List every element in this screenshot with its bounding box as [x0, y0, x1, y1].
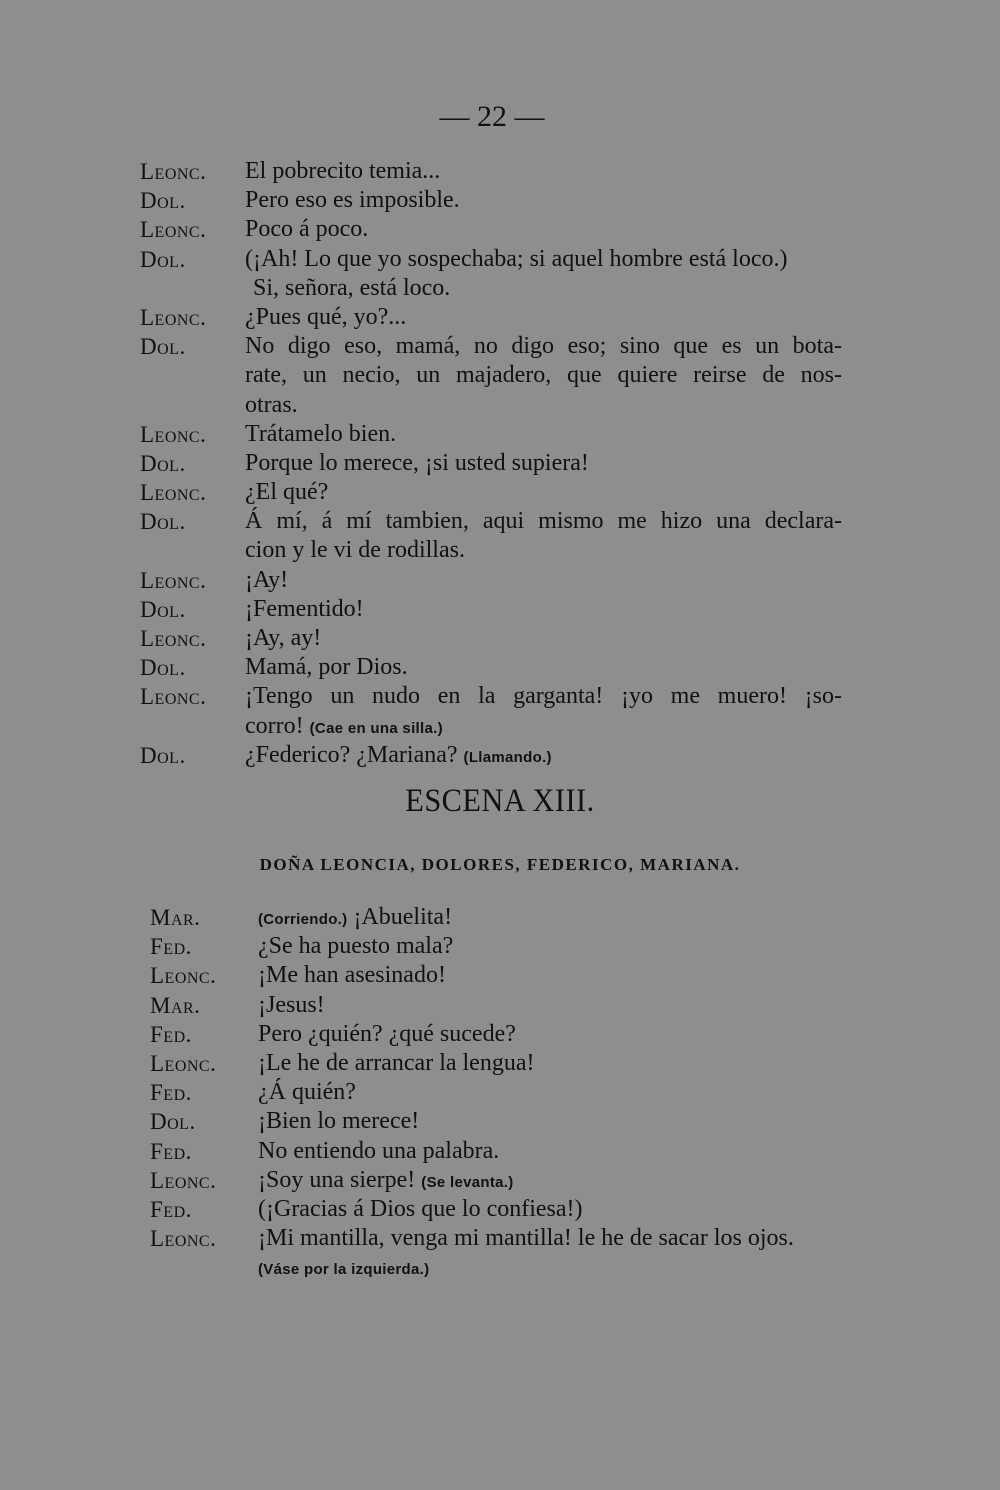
dialogue-line	[140, 624, 860, 653]
dialogue-words: El pobrecito temia...	[245, 158, 441, 184]
dialogue-words: Á mí, á mí tambien, aqui mismo me hizo una declara-	[245, 508, 842, 535]
dialogue-words: ¡Tengo un nudo en la garganta! ¡yo me muero! ¡so-	[245, 683, 842, 710]
speaker-name: Leonc.	[150, 1167, 217, 1193]
dialogue-words: Pero ¿quién? ¿qué sucede?	[258, 1020, 516, 1047]
speaker-name: Leonc.	[150, 1226, 217, 1252]
speaker-name: Leonc.	[140, 626, 207, 651]
dialogue-line	[140, 186, 860, 215]
dialogue-words: Porque lo merece, ¡si usted supiera!	[245, 449, 589, 476]
dialogue-words: No digo eso, mamá, no digo eso; sino que es un bota-	[245, 333, 842, 360]
dialogue-line	[140, 595, 860, 624]
dialogue-line	[150, 991, 870, 1020]
dialogue-line	[140, 361, 860, 390]
dialogue-words: ¡Fementido!	[245, 595, 364, 622]
dialogue-text	[245, 303, 406, 332]
dialogue-line	[140, 274, 860, 303]
stage-direction: (Se levanta.)	[421, 1173, 514, 1191]
speaker-name: Leonc.	[150, 963, 217, 989]
speaker-name: Mar.	[150, 992, 201, 1018]
speaker-name: Dol.	[140, 655, 186, 681]
dialogue-line	[140, 682, 860, 711]
stage-direction: (Llamando.)	[463, 748, 552, 766]
dialogue-text	[258, 1253, 429, 1284]
speaker-name: Dol.	[140, 596, 186, 622]
dialogue-line	[140, 332, 860, 361]
dialogue-line	[140, 566, 860, 595]
dialogue-text	[258, 1107, 419, 1136]
speaker-name: Leonc.	[140, 217, 207, 243]
dialogue-line	[150, 961, 870, 990]
dialogue-block-first	[140, 157, 860, 770]
dialogue-text	[245, 712, 443, 743]
dialogue-line	[150, 1253, 870, 1282]
dialogue-line	[140, 536, 860, 565]
dialogue-words: ¡Mi mantilla, venga mi mantilla! le he de sacar los ojos.	[258, 1225, 794, 1252]
dialogue-line	[140, 478, 860, 507]
stage-direction: (Váse por la izquierda.)	[258, 1261, 430, 1279]
dialogue-line	[140, 741, 860, 770]
dialogue-line	[150, 1195, 870, 1224]
dialogue-text	[245, 186, 460, 215]
dialogue-text	[258, 1137, 499, 1166]
dialogue-line	[150, 1107, 870, 1136]
dialogue-line	[150, 1224, 870, 1253]
dialogue-line	[150, 1020, 870, 1049]
dialogue-text	[245, 332, 842, 361]
stage-direction: (Cae en una silla.)	[309, 719, 443, 737]
dialogue-words: ¿Á quién?	[258, 1079, 356, 1106]
speaker-name: Fed.	[150, 1138, 192, 1164]
dialogue-text	[258, 932, 453, 961]
dialogue-line	[150, 1049, 870, 1078]
dialogue-text	[245, 741, 552, 772]
dialogue-text	[258, 1166, 514, 1197]
scene-title: ESCENA XIII.	[405, 783, 595, 819]
dialogue-line	[140, 391, 860, 420]
dialogue-text	[258, 961, 446, 990]
speaker-name: Dol.	[140, 246, 186, 272]
dialogue-line	[150, 1078, 870, 1107]
dialogue-words: ¡Me han asesinado!	[258, 962, 446, 989]
dialogue-text	[245, 507, 842, 536]
dialogue-line	[150, 932, 870, 961]
dialogue-text	[258, 1078, 356, 1107]
dialogue-text	[245, 653, 408, 682]
dialogue-line	[150, 903, 870, 932]
dialogue-line	[150, 1166, 870, 1195]
speaker-name: Leonc.	[140, 159, 207, 184]
dialogue-text	[245, 420, 396, 449]
dialogue-words: Si, señora, está loco.	[253, 274, 451, 301]
speaker-name: Leonc.	[140, 567, 207, 593]
dialogue-text	[245, 157, 440, 186]
dialogue-text	[245, 624, 321, 653]
dialogue-line	[140, 653, 860, 682]
dialogue-line	[140, 215, 860, 244]
dialogue-words: (¡Gracias á Dios que lo confiesa!)	[258, 1195, 583, 1222]
speaker-name: Mar.	[150, 905, 201, 930]
dialogue-text	[258, 1020, 516, 1049]
speaker-name: Dol.	[150, 1109, 196, 1135]
dialogue-words: rate, un necio, un majadero, que quiere reirse de nos-	[245, 362, 842, 389]
speaker-name: Leonc.	[150, 1050, 217, 1076]
dialogue-line	[150, 1137, 870, 1166]
dialogue-text	[258, 1195, 583, 1224]
dialogue-text	[258, 1049, 534, 1078]
dialogue-text	[245, 682, 842, 711]
dialogue-text	[245, 361, 842, 390]
dialogue-line	[140, 157, 860, 186]
stage-direction: (Corriendo.)	[258, 911, 348, 928]
dialogue-words: ¡Le he de arrancar la lengua!	[258, 1049, 535, 1076]
scene-characters: DOÑA LEONCIA, DOLORES, FEDERICO, MARIANA.	[259, 855, 741, 874]
speaker-name: Dol.	[140, 742, 186, 768]
dialogue-words: ¡Ay, ay!	[245, 625, 322, 651]
dialogue-text	[245, 536, 465, 565]
dialogue-text	[253, 274, 450, 303]
dialogue-line	[140, 449, 860, 478]
dialogue-words: ¿Federico? ¿Mariana?	[245, 741, 464, 768]
dialogue-words: No entiendo una palabra.	[258, 1137, 500, 1164]
dialogue-text	[245, 391, 298, 420]
dialogue-words: Mamá, por Dios.	[245, 654, 408, 681]
dialogue-text	[258, 903, 452, 934]
speaker-name: Fed.	[150, 934, 192, 960]
dialogue-text	[245, 449, 589, 478]
dialogue-words: ¡Ay!	[245, 566, 289, 593]
dialogue-text	[245, 478, 328, 507]
speaker-name: Fed.	[150, 1196, 192, 1222]
dialogue-words: (¡Ah! Lo que yo sospechaba; si aquel hombre está loco.)	[245, 245, 788, 272]
dialogue-words: ¿El qué?	[245, 479, 329, 506]
dialogue-words: ¿Pues qué, yo?...	[245, 303, 407, 330]
dialogue-words: corro!	[245, 712, 310, 739]
dialogue-text	[258, 991, 325, 1020]
dialogue-text	[245, 566, 288, 595]
speaker-name: Dol.	[140, 334, 186, 360]
dialogue-text	[245, 595, 364, 624]
dialogue-words: Pero eso es imposible.	[245, 187, 460, 214]
dialogue-words: ¡Jesus!	[258, 991, 325, 1018]
dialogue-text	[258, 1224, 794, 1253]
dialogue-line	[140, 303, 860, 332]
speaker-name: Leonc.	[140, 684, 207, 710]
speaker-name: Dol.	[140, 450, 186, 476]
dialogue-text	[245, 245, 788, 274]
speaker-name: Dol.	[140, 188, 186, 214]
speaker-name: Leonc.	[140, 480, 207, 506]
dialogue-words: Trátamelo bien.	[245, 420, 397, 447]
dialogue-line	[140, 245, 860, 274]
dialogue-text	[245, 215, 368, 244]
dialogue-words: ¿Se ha puesto mala?	[258, 933, 454, 960]
speaker-name: Leonc.	[140, 304, 207, 330]
speaker-name: Fed.	[150, 1021, 192, 1047]
dialogue-line	[140, 420, 860, 449]
dialogue-block-second	[150, 903, 870, 1282]
dialogue-words: ¡Soy una sierpe!	[258, 1166, 422, 1193]
dialogue-words: Poco á poco.	[245, 216, 369, 243]
dialogue-words: cion y le vi de rodillas.	[245, 537, 465, 564]
page-number: — 22 —	[439, 100, 545, 133]
speaker-name: Fed.	[150, 1080, 192, 1106]
dialogue-line	[140, 712, 860, 741]
speaker-name: Leonc.	[140, 421, 207, 447]
dialogue-words: otras.	[245, 391, 298, 418]
dialogue-words: ¡Bien lo merece!	[258, 1108, 420, 1135]
speaker-name: Dol.	[140, 509, 186, 535]
dialogue-words: ¡Abuelita!	[347, 904, 453, 930]
dialogue-line	[140, 507, 860, 536]
